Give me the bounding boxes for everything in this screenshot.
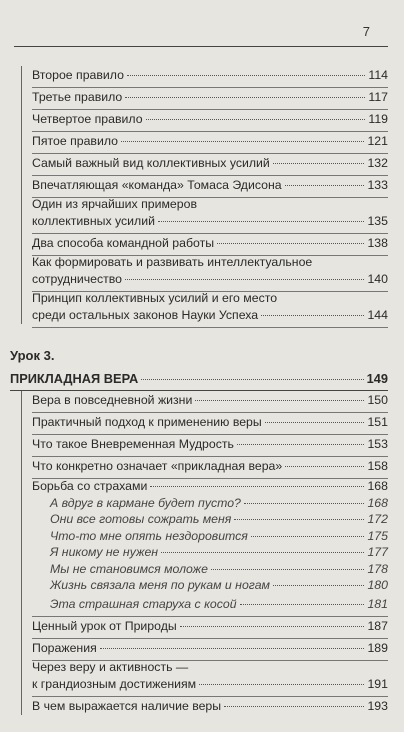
dot-leader: [141, 379, 363, 380]
entry-page: 119: [368, 112, 388, 126]
toc-entry[interactable]: [32, 695, 388, 717]
toc-entry[interactable]: [32, 433, 388, 455]
entry-page: 168: [367, 495, 388, 510]
subentry-title: Что-то мне опять нездоровится: [50, 528, 248, 543]
entry-page: 153: [367, 437, 388, 451]
entry-title: Вера в повседневной жизни: [32, 393, 193, 407]
subentry-title: Жизнь связала меня по рукам и ногам: [50, 578, 270, 592]
toc-entry[interactable]: [32, 389, 388, 411]
table-of-contents: [10, 64, 388, 717]
entry-page: 177: [367, 545, 388, 559]
dot-leader: [146, 119, 365, 120]
entry-title: Что конкретно означает «прикладная вера»: [32, 459, 283, 473]
entry-page: 187: [367, 619, 388, 633]
entry-page: 189: [367, 641, 388, 655]
dot-leader: [273, 163, 365, 164]
dot-leader: [217, 243, 364, 244]
dot-leader: [285, 466, 364, 467]
entry-page: 117: [368, 90, 388, 104]
dot-leader: [125, 279, 364, 280]
dot-leader: [121, 141, 364, 142]
entry-title: В чем выражается наличие веры: [32, 699, 222, 713]
page-number: 7: [362, 24, 370, 39]
toc-subentry[interactable]: [32, 580, 388, 597]
entry-title: Третье правило: [32, 90, 123, 104]
dot-leader: [195, 400, 364, 401]
toc-entry[interactable]: [32, 64, 388, 86]
toc-entry[interactable]: [32, 86, 388, 108]
toc-entry[interactable]: [32, 254, 388, 290]
entry-page: 180: [367, 578, 388, 592]
entry-title: Второе правило: [32, 68, 124, 82]
dot-leader: [158, 221, 365, 222]
entry-title-line2: к грандиозным достижениям: [32, 677, 197, 691]
entry-page: 181: [367, 597, 388, 611]
toc-entry[interactable]: [32, 290, 388, 326]
entry-page: 150: [367, 393, 388, 407]
entry-page: 135: [367, 214, 388, 228]
entry-title: Практичный подход к применению веры: [32, 415, 262, 429]
dot-leader: [211, 569, 365, 570]
dot-leader: [125, 97, 365, 98]
dot-leader: [161, 552, 364, 553]
entry-divider: [32, 327, 388, 328]
toc-entry[interactable]: [32, 637, 388, 659]
entry-page: 121: [367, 134, 388, 148]
toc-entry[interactable]: [32, 108, 388, 130]
entry-page: 151: [367, 415, 388, 429]
entry-title: Поражения: [32, 641, 97, 655]
entry-page: 193: [367, 699, 388, 713]
toc-entry[interactable]: [32, 477, 388, 497]
header-rule: [14, 46, 388, 47]
toc-entry[interactable]: [32, 174, 388, 196]
entry-title: Ценный урок от Природы: [32, 619, 177, 633]
entry-page: 149: [366, 371, 388, 386]
subentry-title: Эта страшная старуха с косой: [50, 597, 237, 611]
dot-leader: [265, 422, 365, 423]
entry-title: Впечатляющая «команда» Томаса Эдисона: [32, 178, 282, 192]
dot-leader: [261, 315, 364, 316]
lesson-title: ПРИКЛАДНАЯ ВЕРА: [10, 371, 139, 386]
lesson-label: Урок 3.: [10, 348, 55, 363]
toc-subentry[interactable]: [32, 596, 388, 615]
dot-leader: [180, 626, 365, 627]
entry-title: Борьба со страхами: [32, 479, 148, 493]
entry-page: 138: [367, 236, 388, 250]
entry-title-line1: Как формировать и развивать интеллектуальное: [32, 255, 313, 269]
dot-leader: [234, 519, 364, 520]
dot-leader: [237, 444, 365, 445]
lesson-title-entry[interactable]: [10, 367, 388, 389]
entry-title-line2: коллективных усилий: [32, 214, 155, 228]
toc-section-2: [10, 389, 388, 717]
entry-page: 158: [367, 459, 388, 473]
dot-leader: [244, 503, 365, 504]
entry-page: 172: [367, 512, 388, 526]
entry-page: 144: [367, 308, 388, 322]
toc-entry[interactable]: [32, 152, 388, 174]
entry-title: Что такое Вневременная Мудрость: [32, 437, 234, 451]
entry-title-line1: Принцип коллективных усилий и его место: [32, 291, 278, 305]
toc-entry[interactable]: [32, 232, 388, 254]
entry-page: 175: [367, 528, 388, 543]
subentry-title: Я никому не нужен: [50, 545, 159, 559]
entry-page: 133: [367, 178, 388, 192]
subentry-title: А вдруг в кармане будет пусто?: [50, 495, 241, 510]
toc-entry[interactable]: [32, 196, 388, 232]
toc-entry[interactable]: [32, 659, 388, 695]
entry-page: 191: [367, 677, 388, 691]
dot-leader: [251, 536, 365, 537]
entry-title-line1: Один из ярчайших примеров: [32, 197, 197, 211]
entry-title-line2: сотрудничество: [32, 272, 123, 286]
toc-section-1: [10, 64, 388, 326]
dot-leader: [224, 706, 364, 707]
dot-leader: [285, 185, 365, 186]
entry-title: Четвертое правило: [32, 112, 143, 126]
entry-title-line2: среди остальных законов Науки Успеха: [32, 308, 259, 322]
entry-page: 114: [368, 68, 388, 82]
entry-page: 132: [367, 156, 388, 170]
toc-entry[interactable]: [32, 411, 388, 433]
dot-leader: [127, 75, 365, 76]
entry-title: Пятое правило: [32, 134, 118, 148]
subentry-title: Они все готовы сожрать меня: [50, 512, 232, 526]
dot-leader: [273, 585, 364, 586]
subentry-title: Мы не становимся моложе: [50, 561, 208, 576]
toc-entry[interactable]: [32, 455, 388, 477]
entry-page: 178: [367, 561, 388, 576]
entry-page: 140: [367, 272, 388, 286]
toc-entry[interactable]: [32, 615, 388, 637]
dot-leader: [150, 486, 364, 487]
entry-title: Самый важный вид коллективных усилий: [32, 156, 270, 170]
dot-leader: [240, 604, 365, 605]
entry-title: Два способа командной работы: [32, 236, 215, 250]
dot-leader: [100, 648, 365, 649]
dot-leader: [199, 684, 364, 685]
entry-title-line1: Через веру и активность —: [32, 660, 189, 674]
toc-entry[interactable]: [32, 130, 388, 152]
entry-page: 168: [367, 479, 388, 493]
